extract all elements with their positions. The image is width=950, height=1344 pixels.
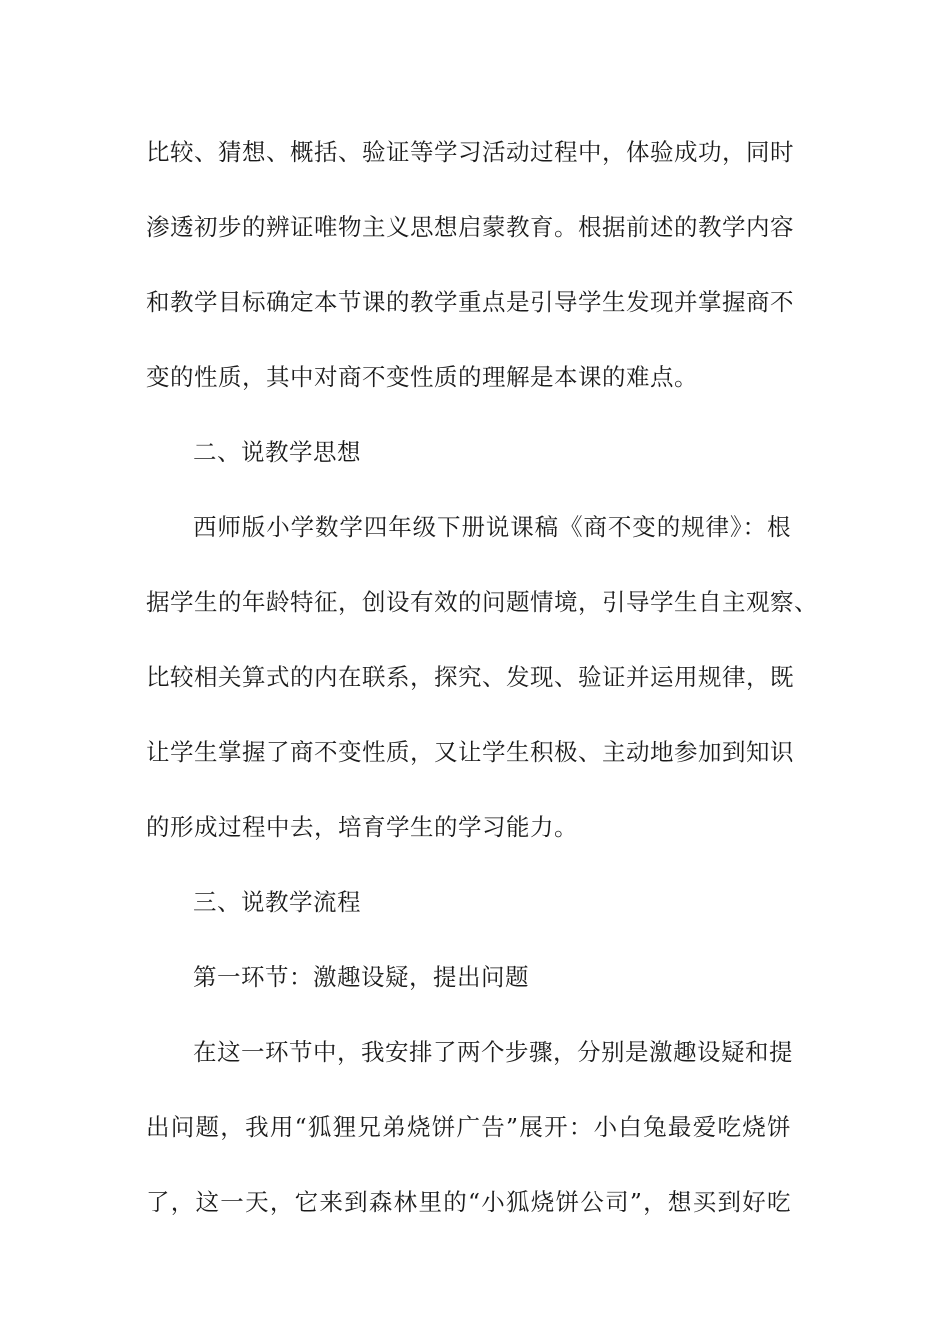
paragraph-line: 了，这一天，它来到森林里的“小狐烧饼公司”，想买到好吃: [146, 1188, 791, 1216]
paragraph-line: 和教学目标确定本节课的教学重点是引导学生发现并掌握商不: [146, 288, 794, 316]
paragraph-line: 比较、猜想、概括、验证等学习活动过程中，体验成功，同时: [146, 138, 794, 166]
paragraph-line: 渗透初步的辨证唯物主义思想启蒙教育。根据前述的教学内容: [146, 213, 794, 241]
paragraph-line: 在这一环节中，我安排了两个步骤，分别是激趣设疑和提: [193, 1038, 793, 1066]
paragraph-line: 让学生掌握了商不变性质，又让学生积极、主动地参加到知识: [146, 738, 794, 766]
document-body: [146, 131, 818, 1256]
paragraph-line: 出问题，我用“狐狸兄弟烧饼广告”展开：小白兔最爱吃烧饼: [146, 1113, 791, 1141]
paragraph-line: 据学生的年龄特征，创设有效的问题情境，引导学生自主观察、: [146, 588, 818, 616]
section-heading: 三、说教学流程: [193, 888, 361, 916]
paragraph-line: 变的性质，其中对商不变性质的理解是本课的难点。: [146, 363, 698, 391]
section-heading: 二、说教学思想: [193, 438, 361, 466]
paragraph-line: 西师版小学数学四年级下册说课稿《商不变的规律》：根: [193, 513, 791, 541]
paragraph-line: 的形成过程中去，培育学生的学习能力。: [146, 813, 578, 841]
subsection-heading: 第一环节：激趣设疑，提出问题: [193, 963, 529, 991]
paragraph-line: 比较相关算式的内在联系，探究、发现、验证并运用规律，既: [146, 663, 794, 691]
